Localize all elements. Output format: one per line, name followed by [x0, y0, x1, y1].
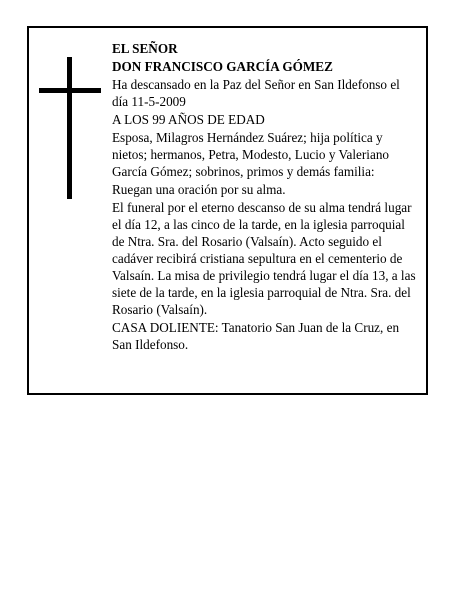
cross-icon — [39, 57, 101, 199]
rest-paragraph: Ha descansado en la Paz del Señor en San Ildefonso el día 11-5-2009 — [112, 77, 400, 109]
prayer-paragraph: Ruegan una oración por su alma. — [112, 182, 286, 197]
age-paragraph: A LOS 99 AÑOS DE EDAD — [112, 112, 265, 127]
cross-vertical-bar — [67, 57, 72, 199]
deceased-name: DON FRANCISCO GARCÍA GÓMEZ — [112, 59, 333, 74]
family-paragraph: Esposa, Milagros Hernández Suárez; hija política y nietos; hermanos, Petra, Modesto, Lucio y Valeriano García Gómez; sobrinos, primos y demás familia: — [112, 130, 390, 179]
cross-horizontal-bar — [39, 88, 101, 93]
obituary-text — [112, 40, 418, 354]
mourning-house-paragraph: CASA DOLIENTE: Tanatorio San Juan de la Cruz, en San Ildefonso. — [112, 320, 400, 352]
funeral-paragraph: El funeral por el eterno descanso de su alma tendrá lugar el día 12, a las cinco de la tarde, en la iglesia parroquial de Ntra. Sra. del Rosario (Valsaín). Acto seguido el cadáver recibirá cristiana sepultura en el cementerio de Valsaín. La misa de privilegio tendrá lugar el día 13, a las siete de la tarde, en la iglesia parroquial de Ntra. Sra. del Rosario (Valsaín). — [112, 200, 416, 317]
deceased-title: EL SEÑOR — [112, 41, 178, 56]
obituary-notice — [27, 26, 428, 395]
